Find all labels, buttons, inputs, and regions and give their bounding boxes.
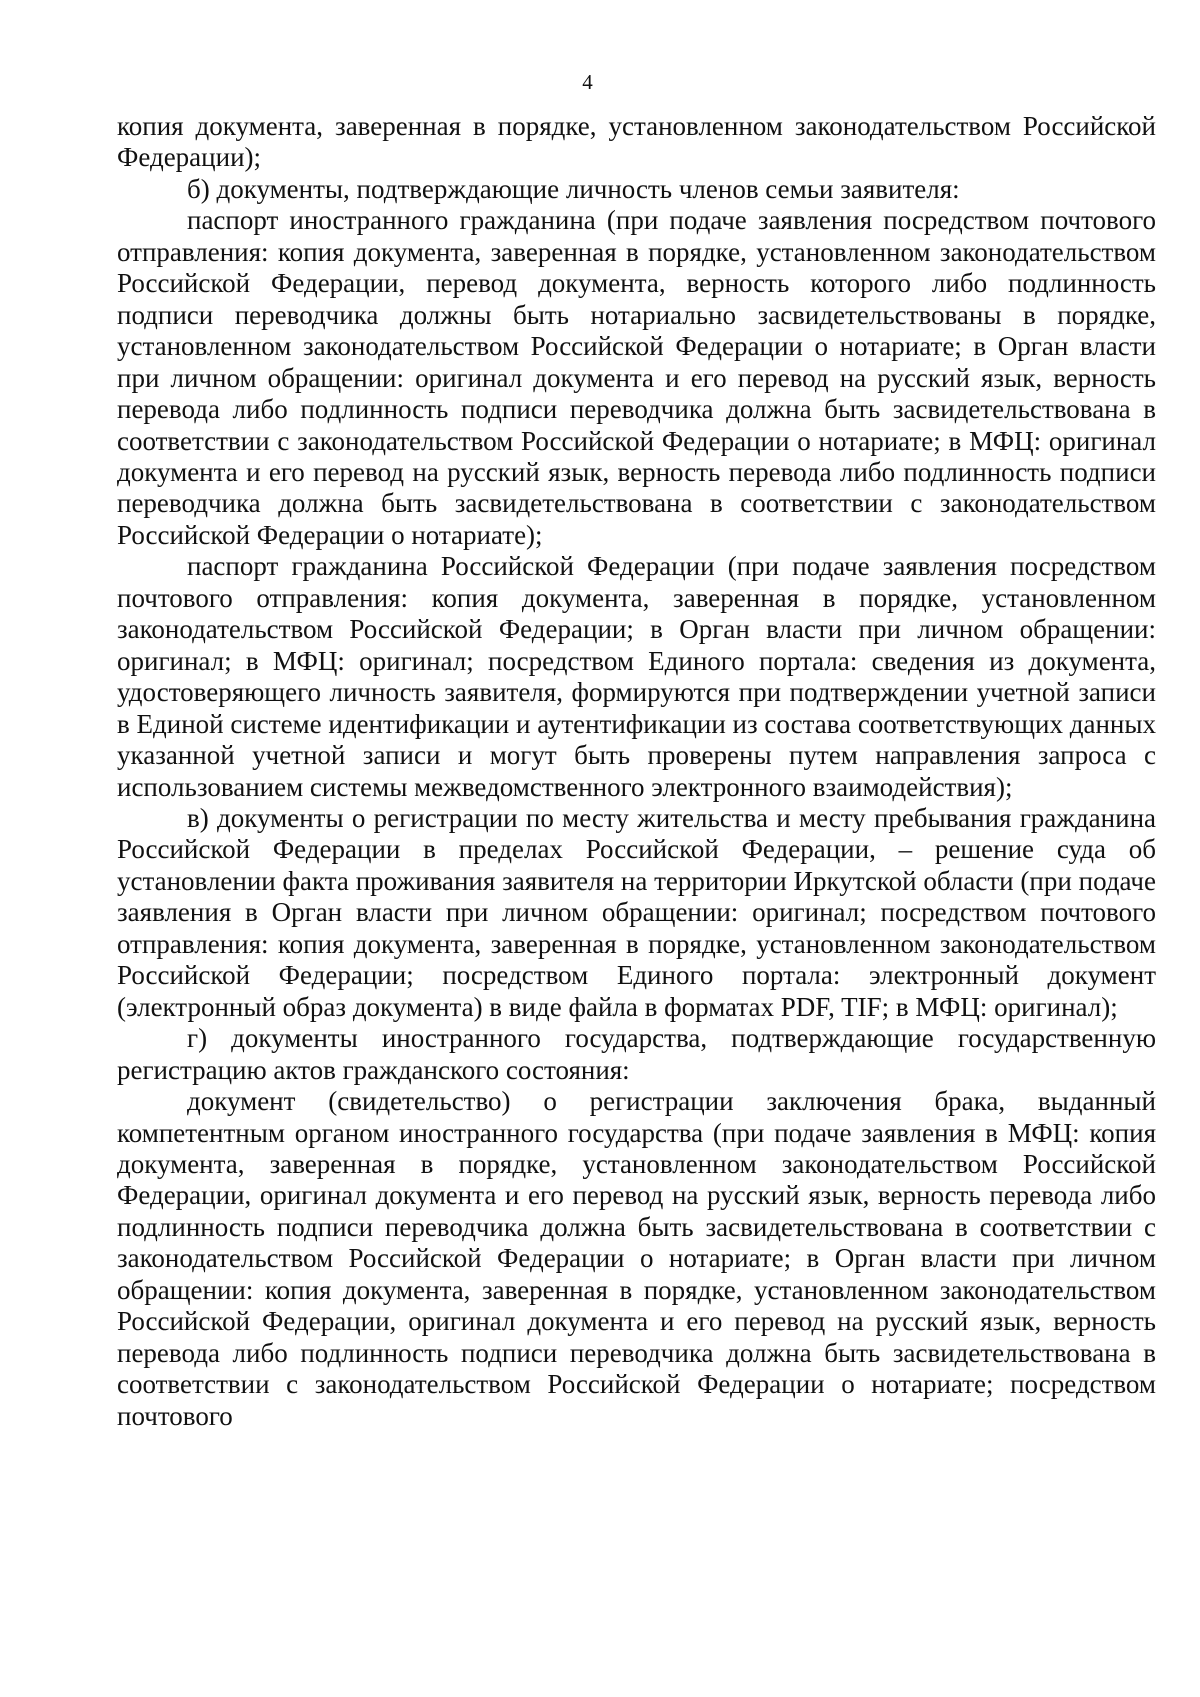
paragraph-marriage-certificate: документ (свидетельство) о регистрации заключения брака, выданный компетентным органом иностранного государства (при подаче заявления в МФЦ: копия документа, заверенная в порядке, установленном законодательством Российской Федерации, оригинал документа и его перевод на русский язык, верность перевода либо подлинность подписи переводчика должна быть засвидетельствована в соответствии с законодательством Российской Федерации о нотариате; в Орган власти при личном обращении: копия документа, заверенная в порядке, установленном законодательством Российской Федерации, оригинал документа и его перевод на русский язык, верность перевода либо подлинность подписи переводчика должна быть засвидетельствована в соответствии с законодательством Российской Федерации о нотариате; посредством почтового (117, 1086, 1156, 1431)
page-number: 4 (582, 70, 593, 94)
paragraph-family-documents-heading: б) документы, подтверждающие личность членов семьи заявителя: (187, 173, 960, 204)
document-body (117, 111, 1156, 1432)
paragraph-foreign-state-documents-heading: г) документы иностранного государства, подтверждающие государственную регистрацию актов гражданского состояния: (117, 1023, 1156, 1085)
paragraph-registration-documents: в) документы о регистрации по месту жительства и месту пребывания гражданина Российской Федерации в пределах Российской Федерации, – решение суда об установлении факта проживания заявителя на территории Иркутской области (при подаче заявления в Орган власти при личном обращении: оригинал; посредством почтового отправления: копия документа, заверенная в порядке, установленном законодательством Российской Федерации; посредством Единого портала: электронный документ (электронный образ документа) в виде файла в форматах PDF, TIF; в МФЦ: оригинал); (117, 802, 1156, 1022)
paragraph-russian-passport: паспорт гражданина Российской Федерации (при подаче заявления посредством почтового отправления: копия документа, заверенная в порядке, установленном законодательством Российской Федерации; в Орган власти при личном обращении: оригинал; в МФЦ: оригинал; посредством Единого портала: сведения из документа, удостоверяющего личность заявителя, формируются при подтверждении учетной записи в Единой системе идентификации и аутентификации из состава соответствующих данных указанной учетной записи и могут быть проверены путем направления запроса с использованием системы межведомственного электронного взаимодействия); (117, 551, 1156, 802)
paragraph-copy-document: копия документа, заверенная в порядке, установленном законодательством Российской Федерации); (117, 111, 1156, 173)
paragraph-foreign-passport: паспорт иностранного гражданина (при подаче заявления посредством почтового отправления: копия документа, заверенная в порядке, установленном законодательством Российской Федерации, перевод документа, верность которого либо подлинность подписи переводчика должны быть нотариально засвидетельствованы в порядке, установленном законодательством Российской Федерации о нотариате; в Орган власти при личном обращении: оригинал документа и его перевод на русский язык, верность перевода либо подлинность подписи переводчика должна быть засвидетельствована в соответствии с законодательством Российской Федерации о нотариате; в МФЦ: оригинал документа и его перевод на русский язык, верность перевода либо подлинность подписи переводчика должна быть засвидетельствована в соответствии с законодательством Российской Федерации о нотариате); (117, 205, 1156, 550)
